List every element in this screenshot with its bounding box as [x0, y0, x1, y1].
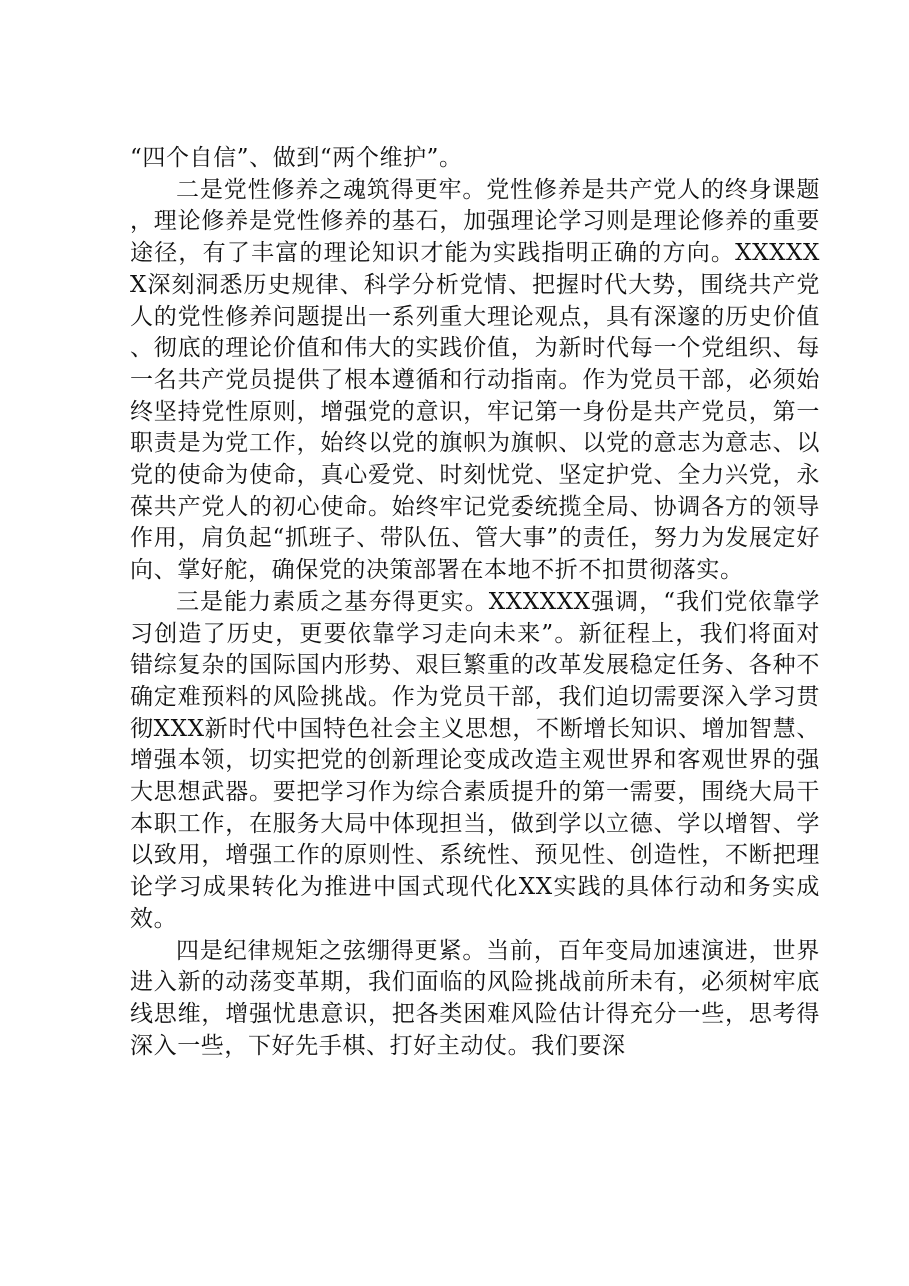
document-body	[130, 143, 820, 1062]
paragraph-ability-quality: 三是能力素质之基夯得更实。XXXXXX强调，“我们党依靠学习创造了历史，更要依靠学习走向未来”。新征程上，我们将面对错综复杂的国际国内形势、艰巨繁重的改革发展稳定任务、各种不确定难预料的风险挑战。作为党员干部，我们迫切需要深入学习贯彻XXX新时代中国特色社会主义思想，不断增长知识、增加智慧、增强本领，切实把党的创新理论变成改造主观世界和客观世界的强大思想武器。要把学习作为综合素质提升的第一需要，围绕大局干本职工作，在服务大局中体现担当，做到学以立德、学以增智、学以致用，增强工作的原则性、系统性、预见性、创造性，不断把理论学习成果转化为推进中国式现代化XX实践的具体行动和务实成效。	[130, 588, 820, 932]
paragraph-continuation: “四个自信”、做到“两个维护”。	[130, 145, 463, 171]
paragraph-discipline-rules: 四是纪律规矩之弦绷得更紧。当前，百年变局加速演进，世界进入新的动荡变革期，我们面临的风险挑战前所未有，必须树牢底线思维，增强忧患意识，把各类困难风险估计得充分一些，思考得深入一些，下好先手棋、打好主动仗。我们要深	[130, 937, 820, 1059]
paragraph-party-spirit: 二是党性修养之魂筑得更牢。党性修养是共产党人的终身课题，理论修养是党性修养的基石，加强理论学习则是理论修养的重要途径，有了丰富的理论知识才能为实践指明正确的方向。XXXXXX深刻洞悉历史规律、科学分析党情、把握时代大势，围绕共产党人的党性修养问题提出一系列重大理论观点，具有深邃的历史价值、彻底的理论价值和伟大的实践价值，为新时代每一个党组织、每一名共产党员提供了根本遵循和行动指南。作为党员干部，必须始终坚持党性原则，增强党的意识，牢记第一身份是共产党员，第一职责是为党工作，始终以党的旗帜为旗帜、以党的意志为意志、以党的使命为使命，真心爱党、时刻忧党、坚定护党、全力兴党，永葆共产党人的初心使命。始终牢记党委统揽全局、协调各方的领导作用，肩负起“抓班子、带队伍、管大事”的责任，努力为发展定好向、掌好舵，确保党的决策部署在本地不折不扣贯彻落实。	[130, 176, 820, 584]
